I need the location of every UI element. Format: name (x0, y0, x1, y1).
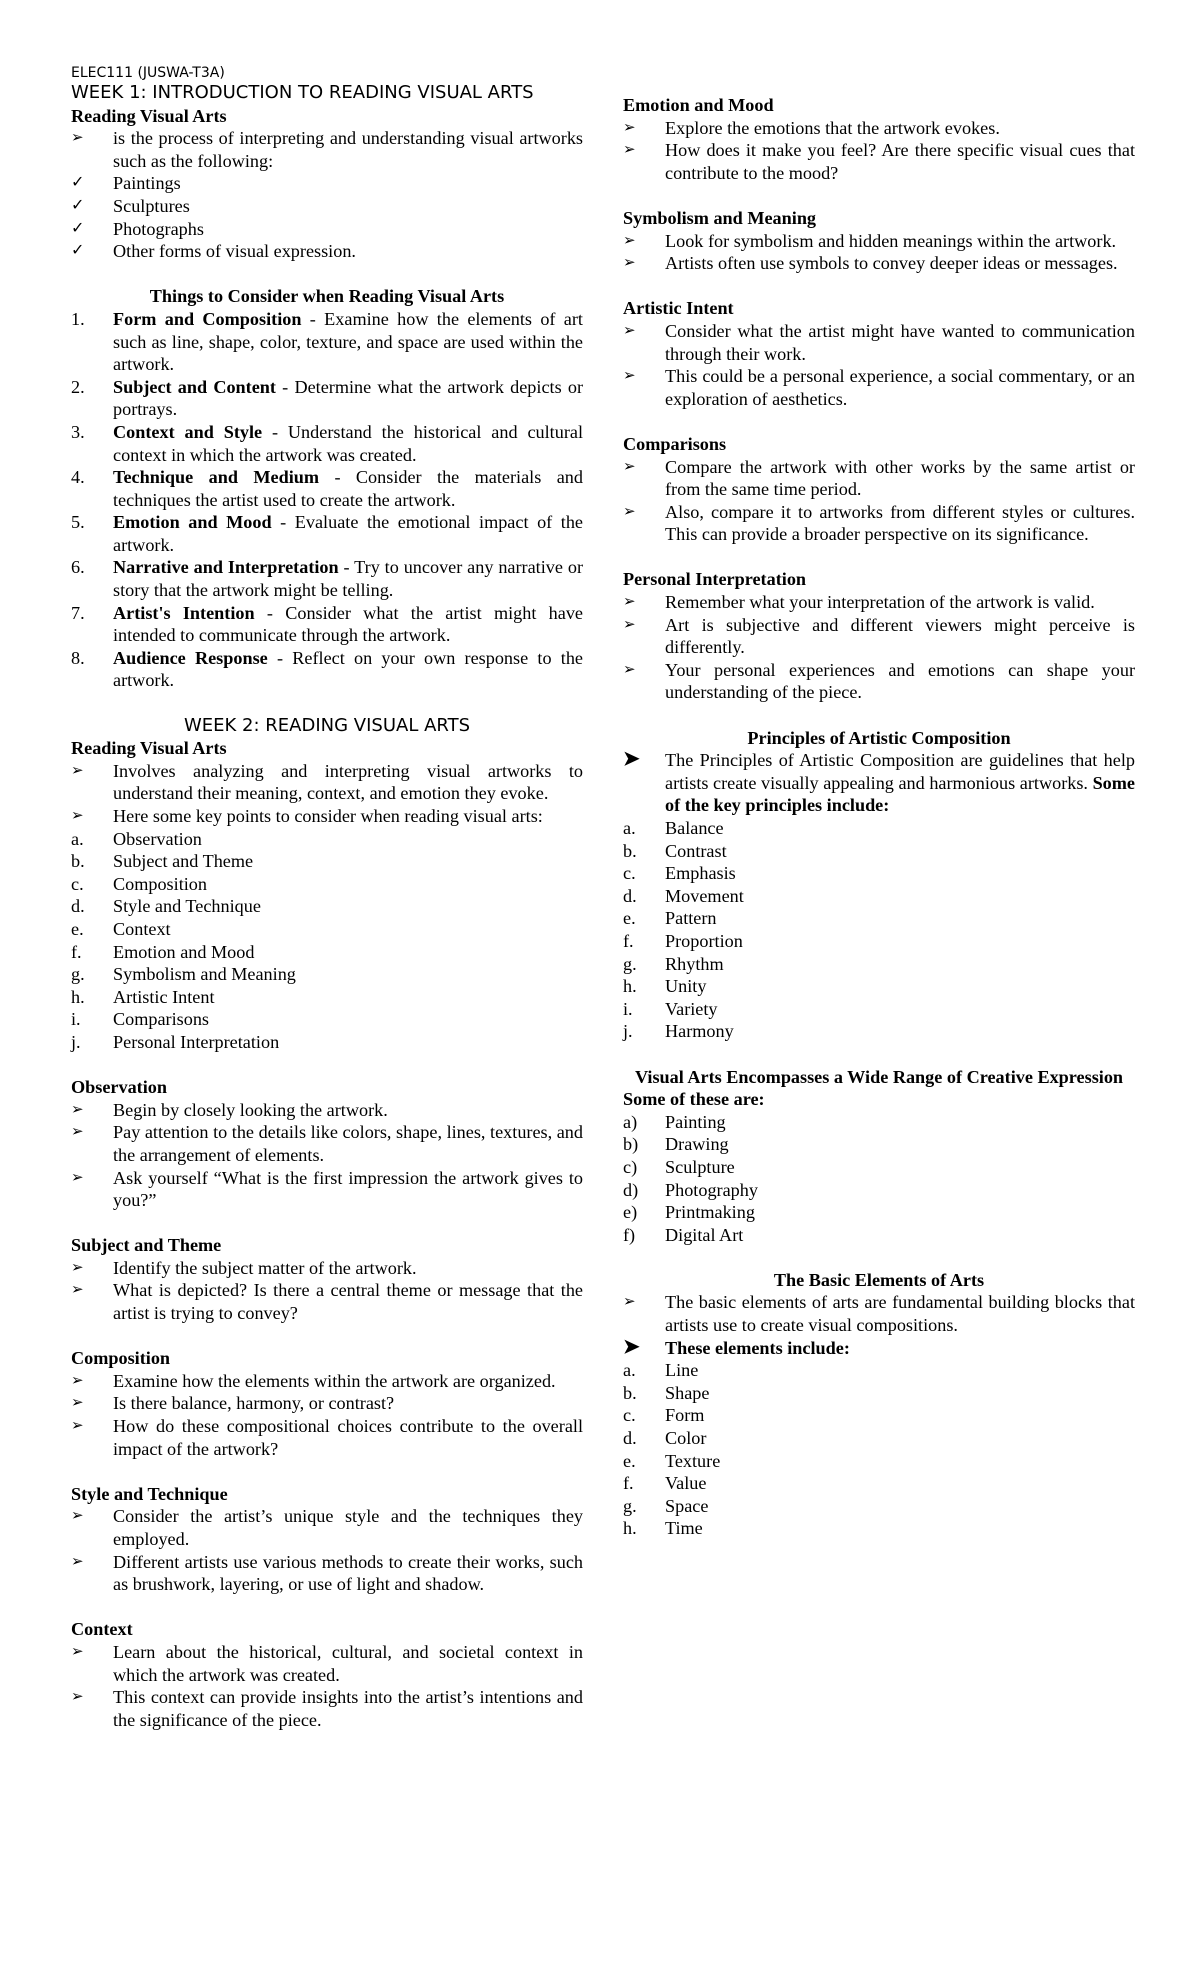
list-item (71, 918, 583, 941)
text: Look for symbolism and hidden meanings within the artwork. (665, 230, 1117, 251)
text: Contrast (665, 840, 727, 861)
text: Involves analyzing and interpreting visual artworks to understand their meaning, context, and emotion they evoke. (113, 760, 583, 804)
list-item (623, 1359, 1135, 1382)
text: Line (665, 1360, 699, 1381)
list-item (623, 1291, 1135, 1336)
arrow-bullet-icon: ➢ (71, 1124, 84, 1141)
arrow-bullet-icon: ➢ (71, 1282, 84, 1299)
text: Space (665, 1495, 709, 1516)
list-item (623, 1472, 1135, 1495)
list-item (623, 1179, 1135, 1202)
text: Consider what the artist might have wanted to communication through their work. (665, 320, 1135, 364)
text: Sculptures (113, 195, 190, 216)
list-marker: i. (71, 1009, 81, 1030)
text: Form (665, 1405, 705, 1426)
arrow-bullet-icon: ➢ (71, 1643, 84, 1660)
list-item (71, 1257, 583, 1280)
list-item (623, 1517, 1135, 1540)
text: Artistic Intent (113, 986, 215, 1007)
list-item (71, 895, 583, 918)
text: Paintings (113, 173, 181, 194)
range-subheading: Some of these are: (623, 1089, 765, 1110)
list-item (623, 230, 1135, 253)
arrow-bullet-icon: ➢ (623, 255, 636, 272)
list-marker: c. (623, 1405, 636, 1426)
text: Variety (665, 998, 718, 1019)
list-item (623, 998, 1135, 1021)
list-marker: d. (71, 896, 85, 917)
list-marker: 6. (71, 557, 85, 578)
list-item (71, 466, 583, 511)
arrow-bullet-icon: ➢ (623, 594, 636, 611)
course-code: ELEC111 (JUSWA-T3A) (71, 65, 225, 81)
text: Here some key points to consider when reading visual arts: (113, 806, 543, 826)
list-item (71, 602, 583, 647)
text: - Determine what the artwork depicts or portrays. (113, 376, 583, 420)
week1-heading: Reading Visual Arts (71, 105, 227, 126)
text: Examine how the elements within the artwork are organized. (113, 1370, 556, 1391)
principles-heading: Principles of Artistic Composition (747, 727, 1011, 748)
text: Proportion (665, 930, 743, 951)
consider-heading: Things to Consider when Reading Visual Arts (149, 286, 505, 307)
text: Compare the artwork with other works by the same artist or from the same time period. (665, 456, 1135, 500)
text: Begin by closely looking the artwork. (113, 1099, 388, 1120)
elements-heading: The Basic Elements of Arts (773, 1269, 985, 1290)
list-item (71, 195, 583, 218)
text: Emphasis (665, 863, 736, 884)
text: Explore the emotions that the artwork evokes. (665, 117, 1000, 138)
text: Artists often use symbols to convey deeper ideas or messages. (665, 253, 1118, 274)
list-item (623, 1111, 1135, 1134)
list-item (623, 252, 1135, 275)
text: Artist's Intention (113, 602, 255, 623)
list-marker: c) (623, 1156, 638, 1177)
list-marker: e. (71, 918, 84, 939)
list-marker: a. (623, 1360, 636, 1381)
list-marker: e) (623, 1202, 638, 1223)
list-item (623, 953, 1135, 976)
list-item (623, 614, 1135, 659)
list-item (71, 1505, 583, 1550)
text: The Principles of Artistic Composition are guidelines that help artists create visually appealing and harmonious artworks. (665, 750, 1135, 793)
arrow-bullet-icon: ➢ (623, 232, 636, 249)
list-item (71, 963, 583, 986)
list-marker: c. (623, 863, 636, 884)
text: Art is subjective and different viewers might perceive is differently. (665, 614, 1135, 658)
text: Drawing (665, 1134, 729, 1155)
text: Symbolism and Meaning (113, 964, 296, 985)
list-marker: d. (623, 885, 637, 906)
text: Observation (113, 828, 202, 849)
list-item (623, 139, 1135, 184)
text: Ask yourself “What is the first impression the artwork gives to you?” (113, 1167, 583, 1211)
list-item (623, 1427, 1135, 1450)
text: How do these compositional choices contribute to the overall impact of the artwork? (113, 1416, 583, 1459)
week2-title: WEEK 2: READING VISUAL ARTS (183, 714, 471, 736)
list-item (623, 1382, 1135, 1405)
list-marker: b. (623, 840, 637, 861)
list-marker: d. (623, 1428, 637, 1449)
list-item (623, 320, 1135, 365)
text: Photography (665, 1179, 758, 1200)
arrow-bullet-icon: ➢ (71, 130, 84, 147)
list-marker: h. (623, 1518, 637, 1539)
list-marker: a) (623, 1111, 638, 1132)
list-marker: g. (71, 964, 85, 985)
text: These elements include: (665, 1337, 850, 1358)
text: Photographs (113, 218, 204, 239)
list-marker: i. (623, 998, 633, 1019)
list-item (623, 862, 1135, 885)
text: Your personal experiences and emotions can shape your understanding of the piece. (665, 659, 1135, 703)
list-marker: f. (71, 941, 82, 962)
list-marker: e. (623, 1450, 636, 1471)
right-column (623, 94, 1135, 1540)
arrow-bullet-icon: ➢ (71, 1508, 84, 1525)
arrow-bullet-icon: ➢ (623, 368, 636, 385)
list-item (71, 1008, 583, 1031)
text: Style and Technique (113, 896, 261, 917)
list-marker: 3. (71, 421, 85, 442)
text: Unity (665, 976, 707, 997)
range-heading: Visual Arts Encompasses a Wide Range of Creative Expression (634, 1066, 1124, 1087)
list-item (623, 749, 1135, 817)
list-item (623, 1020, 1135, 1043)
list-item (71, 1031, 583, 1054)
list-item (71, 1641, 583, 1686)
text: Subject and Content (113, 376, 276, 397)
list-item (71, 511, 583, 556)
checkmark-icon: ✓ (71, 196, 85, 214)
arrow-bullet-icon: ➢ (71, 1259, 84, 1276)
text: Context and Style (113, 421, 263, 442)
arrow-bullet-icon: ➤ (623, 748, 640, 771)
list-marker: 1. (71, 308, 85, 329)
artistic-intent-heading: Artistic Intent (623, 298, 734, 319)
text: Time (665, 1518, 703, 1539)
list-marker: b. (71, 851, 85, 872)
text: Balance (665, 818, 724, 838)
list-item (71, 172, 583, 195)
list-marker: f. (623, 1473, 634, 1494)
list-item (623, 930, 1135, 953)
text: How does it make you feel? Are there specific visual cues that contribute to the mood? (665, 140, 1135, 183)
list-marker: d) (623, 1179, 639, 1200)
arrow-bullet-icon: ➢ (623, 661, 636, 678)
list-item (71, 850, 583, 873)
text: Other forms of visual expression. (113, 241, 356, 262)
list-item (623, 456, 1135, 501)
text: Context (113, 918, 171, 939)
list-item (71, 647, 583, 692)
list-item (71, 760, 583, 805)
list-marker: 7. (71, 602, 85, 623)
symbolism-heading: Symbolism and Meaning (623, 207, 817, 228)
text: - Examine how the elements of art such as line, shape, color, texture, and space are used within the artwork. (113, 308, 583, 375)
list-marker: g. (623, 953, 637, 974)
arrow-bullet-icon: ➢ (71, 762, 84, 779)
list-item (71, 218, 583, 241)
text: - Understand the historical and cultural context in which the artwork was created. (113, 421, 583, 465)
text: Consider the artist’s unique style and the techniques they employed. (113, 1506, 583, 1549)
week2-heading: Reading Visual Arts (71, 738, 227, 759)
arrow-bullet-icon: ➢ (71, 808, 84, 824)
text: Also, compare it to artworks from different styles or cultures. This can provide a broader perspective on its significance. (665, 501, 1135, 545)
list-item (71, 376, 583, 421)
text: Texture (665, 1450, 721, 1471)
text: - Reflect on your own response to the artwork. (113, 647, 584, 691)
text: Comparisons (113, 1009, 209, 1030)
left-column (71, 62, 583, 1731)
text: This could be a personal experience, a social commentary, or an exploration of aesthetics. (665, 366, 1135, 409)
arrow-bullet-icon: ➢ (623, 458, 636, 475)
text: Different artists use various methods to create their works, such as brushwork, layering, or use of light and shadow. (113, 1551, 583, 1595)
list-marker: 2. (71, 376, 85, 397)
list-marker: g. (623, 1495, 637, 1516)
list-item (71, 308, 583, 376)
arrow-bullet-icon: ➢ (71, 1169, 84, 1186)
text: Some of the key principles include: (665, 772, 1135, 816)
text: Color (665, 1428, 707, 1449)
list-marker: j. (71, 1031, 81, 1052)
text: Printmaking (665, 1202, 755, 1223)
comparisons-heading: Comparisons (623, 433, 727, 454)
list-item (623, 885, 1135, 908)
text: Sculpture (665, 1156, 735, 1177)
subject-theme-heading: Subject and Theme (71, 1235, 222, 1256)
list-item (71, 1392, 583, 1415)
text: Rhythm (665, 953, 724, 974)
week1-title: WEEK 1: INTRODUCTION TO READING VISUAL ARTS (71, 82, 534, 103)
list-item (623, 1450, 1135, 1473)
text: - Try to uncover any narrative or story that the artwork might be telling. (113, 557, 583, 601)
list-item (71, 556, 583, 601)
emotion-mood-heading: Emotion and Mood (623, 95, 774, 115)
list-item (623, 817, 1135, 840)
list-marker: f. (623, 930, 634, 951)
list-marker: e. (623, 908, 636, 929)
list-item (71, 805, 583, 828)
list-marker: a. (623, 818, 636, 838)
list-item (623, 1156, 1135, 1179)
list-item (71, 1370, 583, 1393)
arrow-bullet-icon: ➢ (71, 1553, 84, 1570)
list-item (71, 421, 583, 466)
list-marker: h. (623, 976, 637, 997)
list-item (71, 1167, 583, 1212)
list-item (623, 1495, 1135, 1518)
checkmark-icon: ✓ (71, 219, 85, 237)
list-item (623, 907, 1135, 930)
arrow-bullet-icon: ➢ (623, 322, 636, 339)
list-item (71, 1279, 583, 1324)
observation-heading: Observation (71, 1077, 167, 1098)
text: - Consider the materials and techniques the artist used to create the artwork. (113, 467, 583, 510)
text: The basic elements of arts are fundamental building blocks that artists use to create visual compositions. (665, 1292, 1135, 1336)
arrow-bullet-icon: ➢ (623, 142, 636, 159)
text: Form and Composition (113, 308, 302, 329)
text: Emotion and Mood (113, 941, 255, 962)
text: Personal Interpretation (113, 1031, 280, 1052)
text: Painting (665, 1111, 726, 1132)
list-item (623, 659, 1135, 704)
text: Pay attention to the details like colors, shape, lines, textures, and the arrangement of elements. (113, 1122, 583, 1165)
list-item (623, 1224, 1135, 1247)
text: - Evaluate the emotional impact of the artwork. (113, 512, 583, 555)
list-marker: b. (623, 1382, 637, 1403)
text: Is there balance, harmony, or contrast? (113, 1393, 395, 1414)
arrow-bullet-icon: ➢ (71, 1372, 84, 1389)
list-item (623, 1337, 1135, 1360)
text: Shape (665, 1382, 710, 1403)
arrow-bullet-icon: ➢ (71, 1689, 84, 1706)
list-item (71, 127, 583, 172)
text: Emotion and Mood (113, 512, 272, 533)
list-item (623, 975, 1135, 998)
list-item (71, 1686, 583, 1731)
list-item (623, 365, 1135, 410)
list-item (71, 1415, 583, 1460)
text: is the process of interpreting and understanding visual artworks such as the following: (113, 128, 583, 171)
text: Remember what your interpretation of the artwork is valid. (665, 592, 1095, 613)
list-item (623, 1133, 1135, 1156)
list-item (71, 1121, 583, 1166)
list-marker: a. (71, 828, 84, 849)
arrow-bullet-icon: ➢ (623, 119, 636, 136)
list-item (623, 840, 1135, 863)
context-heading: Context (71, 1619, 133, 1640)
checkmark-icon: ✓ (71, 174, 85, 192)
text: What is depicted? Is there a central theme or message that the artist is trying to convey? (113, 1280, 583, 1324)
list-marker: b) (623, 1134, 639, 1155)
text: This context can provide insights into the artist’s intentions and the significance of the piece. (113, 1687, 583, 1730)
list-item (71, 828, 583, 851)
list-marker: 5. (71, 512, 85, 533)
list-item (71, 1551, 583, 1596)
list-marker: j. (623, 1021, 633, 1042)
composition-heading: Composition (71, 1348, 171, 1369)
list-marker: h. (71, 986, 85, 1007)
list-marker: c. (71, 873, 84, 894)
text: Harmony (665, 1021, 734, 1042)
text: Audience Response (113, 647, 268, 668)
text: Value (665, 1473, 707, 1494)
checkmark-icon: ✓ (71, 242, 85, 260)
text: Movement (665, 885, 744, 906)
arrow-bullet-icon: ➢ (71, 1418, 84, 1435)
text: Learn about the historical, cultural, and societal context in which the artwork was created. (113, 1641, 583, 1685)
arrow-bullet-icon: ➢ (623, 1294, 636, 1311)
style-technique-heading: Style and Technique (71, 1483, 228, 1504)
arrow-bullet-icon: ➢ (623, 503, 636, 520)
list-marker: 4. (71, 467, 85, 488)
arrow-bullet-icon: ➢ (71, 1101, 84, 1118)
list-item (623, 117, 1135, 140)
list-item (71, 986, 583, 1009)
list-marker: 8. (71, 647, 85, 668)
text: Pattern (665, 908, 717, 929)
text: Subject and Theme (113, 851, 254, 872)
list-item (623, 591, 1135, 614)
text: - Consider what the artist might have intended to communicate through the artwork. (113, 602, 583, 646)
list-item (71, 941, 583, 964)
personal-heading: Personal Interpretation (623, 569, 807, 590)
text: Identify the subject matter of the artwork. (113, 1257, 417, 1278)
text: Digital Art (665, 1224, 744, 1245)
text: Composition (113, 873, 207, 894)
list-item (623, 1404, 1135, 1427)
list-item (71, 1099, 583, 1122)
arrow-bullet-icon: ➢ (71, 1395, 84, 1412)
text: Technique and Medium (113, 467, 320, 488)
text: Narrative and Interpretation (113, 557, 339, 578)
list-item (71, 240, 583, 263)
list-item (623, 501, 1135, 546)
arrow-bullet-icon: ➤ (623, 1335, 640, 1358)
list-marker: f) (623, 1224, 636, 1245)
list-item (623, 1201, 1135, 1224)
list-item (71, 873, 583, 896)
arrow-bullet-icon: ➢ (623, 616, 636, 633)
